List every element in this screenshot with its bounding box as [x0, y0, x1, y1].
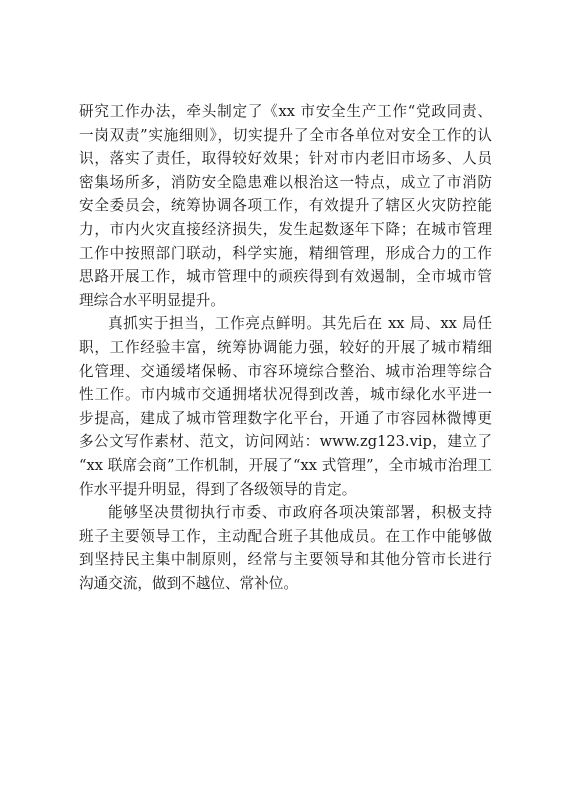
text-line: 能够坚决贯彻执行市委、市政府各项决策部署，积极支持 — [108, 504, 492, 522]
text-line: 密集场所多，消防安全隐患难以根治这一特点，成立了市消防 — [79, 173, 492, 191]
paragraph-2 — [79, 312, 492, 501]
text-line: 安全委员会，统筹协调各项工作，有效提升了辖区火灾防控能 — [79, 197, 492, 215]
text-line: 识，落实了责任，取得较好效果；针对市内老旧市场多、人员 — [79, 150, 492, 168]
text-line: 理综合水平明显提升。 — [79, 291, 225, 309]
text-line: 班子主要领导工作，主动配合班子其他成员。在工作中能够做 — [79, 527, 492, 545]
text-line: 化管理、交通缓堵保畅、市容环境综合整治、城市治理等综合 — [79, 362, 492, 380]
text-line: 多公文写作素材、范文，访问网站：www.zg123.vip，建立了 — [79, 433, 492, 451]
text-line: 一岗双责”实施细则》，切实提升了全市各单位对安全工作的认 — [79, 126, 492, 144]
text-line: 工作中按照部门联动，科学实施，精细管理，形成合力的工作 — [79, 244, 492, 262]
text-line: 步提高，建成了城市管理数字化平台，开通了市容园林微博更 — [79, 409, 492, 427]
text-line: 性工作。市内城市交通拥堵状况得到改善，城市绿化水平进一 — [79, 386, 492, 404]
text-line: 真抓实于担当，工作亮点鲜明。其先后在 xx 局、xx 局任 — [108, 315, 492, 333]
paragraph-1 — [79, 100, 492, 312]
text-line: 研究工作办法，牵头制定了《xx 市安全生产工作“党政同责、 — [79, 103, 492, 120]
text-line: 职，工作经验丰富，统筹协调能力强，较好的开展了城市精细 — [79, 338, 492, 356]
text-line: 力，市内火灾直接经济损失，发生起数逐年下降；在城市管理 — [79, 220, 492, 238]
text-line: 沟通交流，做到不越位、常补位。 — [79, 574, 298, 592]
text-line: “xx 联席会商”工作机制，开展了“xx 式管理”，全市城市治理工 — [79, 456, 492, 474]
text-line: 作水平提升明显，得到了各级领导的肯定。 — [79, 480, 357, 498]
document-body — [79, 100, 492, 595]
text-line: 思路开展工作，城市管理中的顽疾得到有效遏制，全市城市管 — [79, 268, 492, 286]
text-line: 到坚持民主集中制原则，经常与主要领导和其他分管市长进行 — [79, 551, 492, 569]
paragraph-3 — [79, 501, 492, 595]
